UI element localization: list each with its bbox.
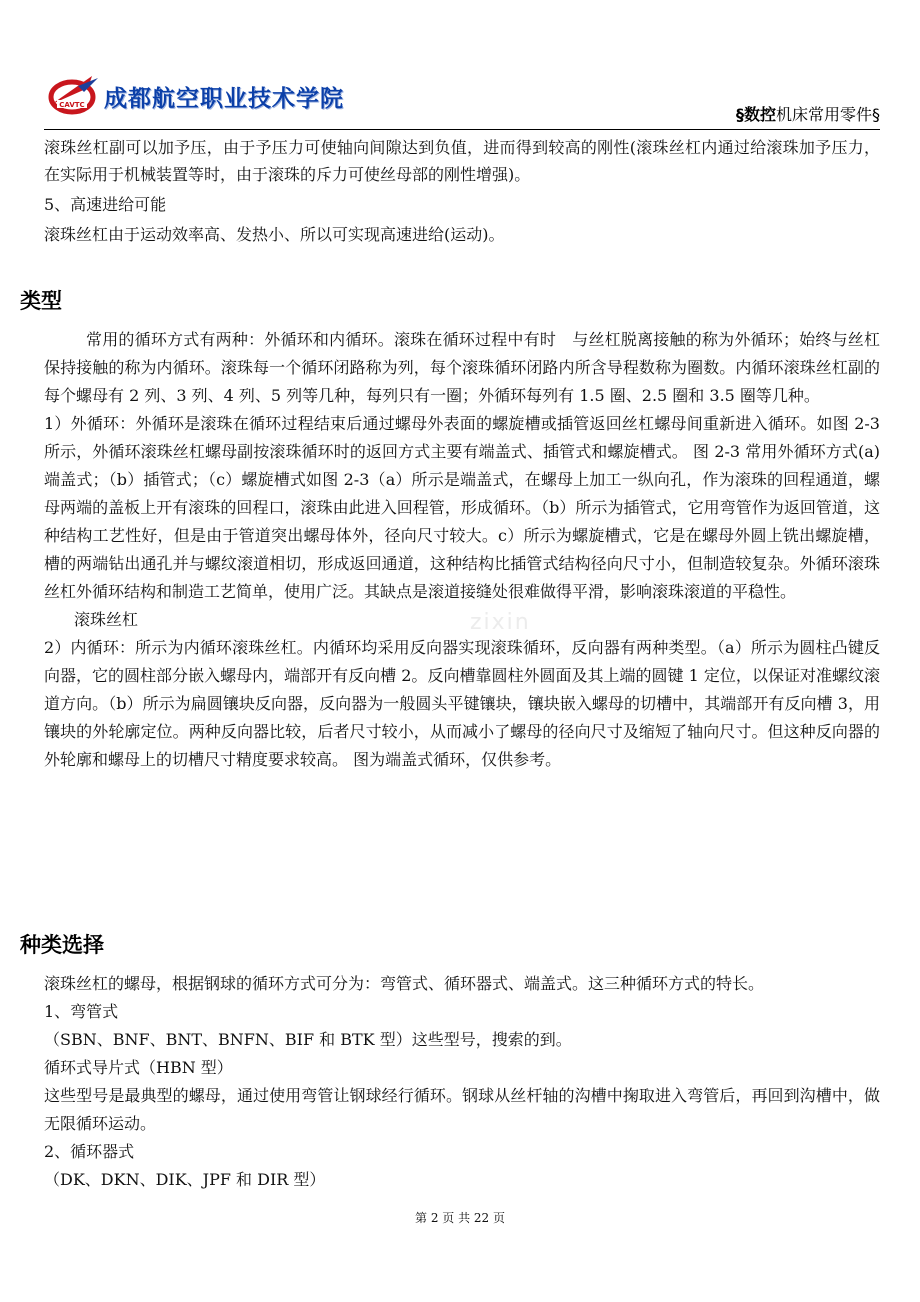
types-intro-paragraph: 常用的循环方式有两种：外循环和内循环。滚珠在循环过程中有时 与丝杠脱离接触的称为外循环；始终与丝杠保持接触的称为内循环。滚珠每一个循环闭路称为列，每个滚珠循环闭路内所含导程数称为圈数。内循环滚珠丝杠副的每个螺母有 2 列、3 列、4 列、5 列等几种，每列只有一圈；外循环每列有 1.5 圈、2.5 圈和 3.5 圈等几种。	[44, 330, 880, 405]
internal-circulation-paragraph: 2）内循环：所示为内循环滚珠丝杠。内循环均采用反向器实现滚珠循环，反向器有两种类型。（a）所示为圆柱凸键反向器，它的圆柱部分嵌入螺母内，端部开有反向槽 2。反向槽靠圆柱外圆面及其上端的圆键 1 定位，以保证对准螺纹滚道方向。（b）所示为扁圆镶块反向器，反向器为一般圆头平键镶块，镶块嵌入螺母的切槽中，其端部开有反向槽 3，用镶块的外轮廓定位。两种反向器比较，后者尺寸较小，从而减小了螺母的径向尺寸及缩短了轴向尺寸。但这种反向器的外轮廓和螺母上的切槽尺寸精度要求较高。 图为端盖式循环，仅供参考。	[44, 638, 880, 769]
page-footer: 第 2 页 共 22 页	[415, 1211, 505, 1225]
types-block	[44, 326, 880, 774]
heading-types: 类型	[20, 289, 62, 313]
selection-models-1: （SBN、BNF、BNT、BNFN、BIF 和 BTK 型）这些型号，搜索的到。	[44, 1030, 572, 1049]
figure-caption: 滚珠丝杠	[74, 610, 139, 629]
school-name: 成都航空职业技术学院	[104, 85, 344, 112]
intro-paragraph-2: 滚珠丝杠由于运动效率高、发热小、所以可实现高速进给(运动)。	[44, 225, 505, 244]
school-logo	[48, 70, 102, 120]
section-title-prefix: §数控	[735, 105, 776, 124]
selection-item-1: 1、弯管式	[44, 1002, 119, 1021]
selection-item-2: 2、循环器式	[44, 1142, 135, 1161]
logo-text: CAVTC	[59, 101, 85, 109]
watermark: zixin	[470, 610, 531, 635]
selection-intro-paragraph: 滚珠丝杠的螺母，根据钢球的循环方式可分为：弯管式、循环器式、端盖式。这三种循环方式的特长。	[44, 974, 765, 993]
heading-selection: 种类选择	[20, 933, 104, 957]
intro-block	[44, 134, 880, 248]
guide-type-label: 循环式导片式（HBN 型）	[44, 1058, 233, 1077]
intro-item-5: 5、高速进给可能	[44, 195, 167, 214]
intro-paragraph-1: 滚珠丝杠副可以加予压，由于予压力可使轴向间隙达到负值，进而得到较高的刚性(滚珠丝杠内通过给滚珠加予压力，在实际用于机械装置等时，由于滚珠的斥力可使丝母部的刚性增强)。	[44, 138, 880, 184]
guide-paragraph: 这些型号是最典型的螺母，通过使用弯管让钢球经行循环。钢球从丝杆轴的沟槽中掬取进入弯管后，再回到沟槽中，做无限循环运动。	[44, 1086, 880, 1133]
external-circulation-paragraph: 1）外循环：外循环是滚珠在循环过程结束后通过螺母外表面的螺旋槽或插管返回丝杠螺母间重新进入循环。如图 2-3 所示，外循环滚珠丝杠螺母副按滚珠循环时的返回方式主要有端盖式、插管式和螺旋槽式。 图 2-3 常用外循环方式(a)端盖式；（b）插管式；（c）螺旋槽式如图 2-3（a）所示是端盖式，在螺母上加工一纵向孔，作为滚珠的回程通道，螺母两端的盖板上开有滚珠的回程口，滚珠由此进入回程管，形成循环。（b）所示为插管式，它用弯管作为返回管道，这种结构工艺性好，但是由于管道突出螺母体外，径向尺寸较大。c）所示为螺旋槽式，它是在螺母外圆上铣出螺旋槽，槽的两端钻出通孔并与螺纹滚道相切，形成返回通道，这种结构比插管式结构径向尺寸小，但制造较复杂。外循环滚珠丝杠外循环结构和制造工艺简单，使用广泛。其缺点是滚道接缝处很难做得平滑，影响滚珠滚道的平稳性。	[44, 414, 880, 601]
selection-block	[44, 970, 880, 1194]
section-title	[736, 102, 880, 125]
selection-models-2: （DK、DKN、DIK、JPF 和 DIR 型）	[44, 1170, 326, 1189]
header-divider	[44, 129, 880, 130]
page-header	[44, 68, 880, 130]
section-title-rest: 机床常用零件§	[775, 105, 880, 124]
